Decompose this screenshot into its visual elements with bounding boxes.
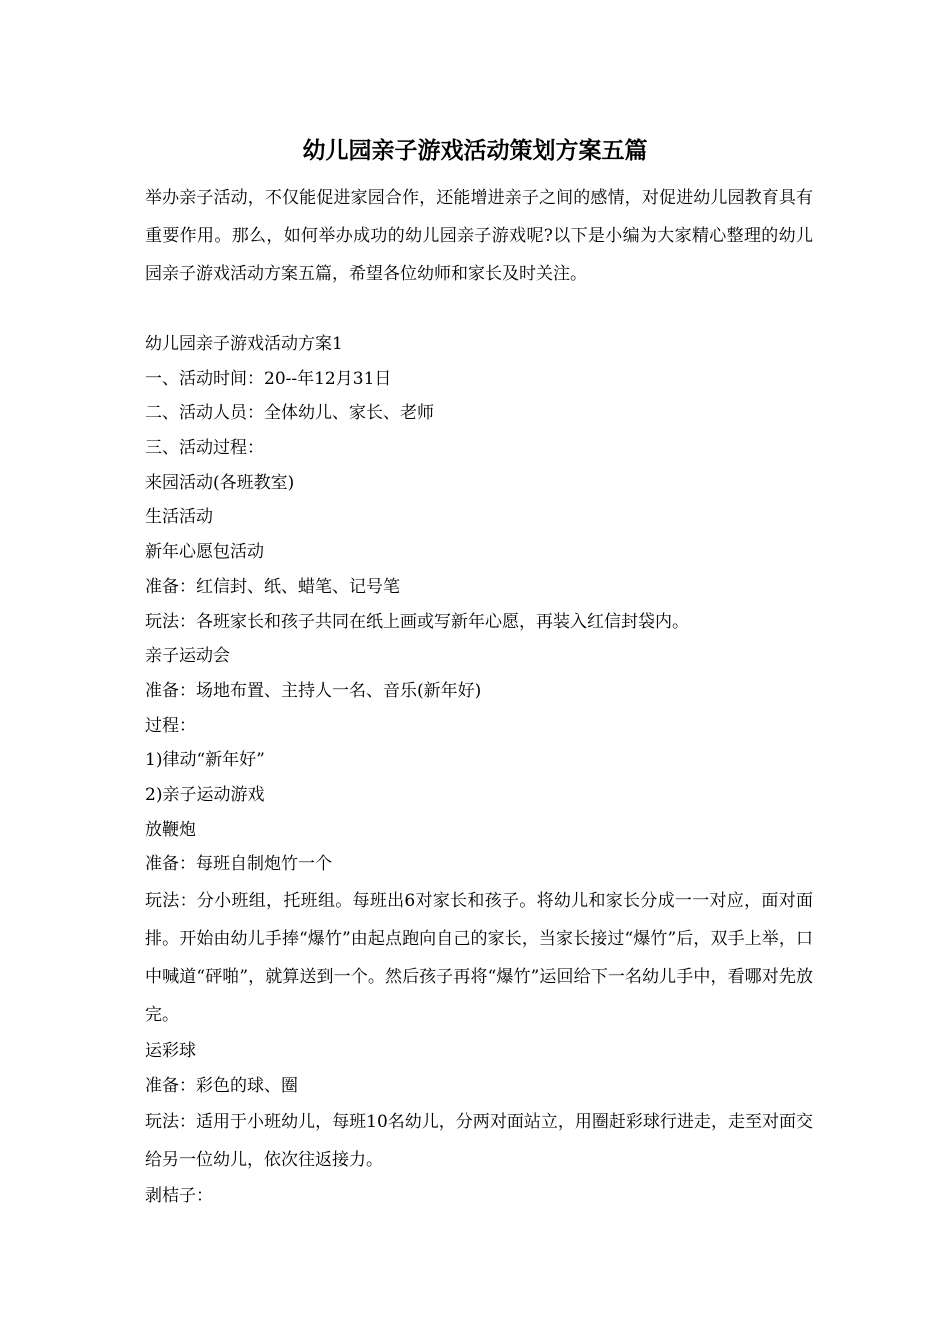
- ball-game-name: 运彩球: [145, 1041, 196, 1061]
- activity-process-heading: 三、活动过程：: [145, 438, 264, 459]
- firecracker-game-prep: 准备：每班自制炮竹一个: [145, 854, 332, 875]
- intro-paragraph: 举办亲子活动，不仅能促进家园合作，还能增进亲子之间的感情，对促进幼儿园教育具有重要作用。那么，如何举办成功的幼儿园亲子游戏呢?以下是小编为大家精心整理的幼儿园亲子游戏活动方案五篇，希望各位幼师和家长及时关注。: [145, 188, 813, 284]
- document-title: 幼儿园亲子游戏活动策划方案五篇: [302, 137, 648, 164]
- wish-activity-play: 玩法：各班家长和孩子共同在纸上画或写新年心愿，再装入红信封袋内。: [145, 611, 689, 632]
- activity-time: 一、活动时间：20--年12月31日: [145, 368, 392, 389]
- orange-game-name: 剥桔子：: [145, 1186, 213, 1207]
- sports-meet-process: 过程：: [145, 715, 196, 736]
- ball-game-prep: 准备：彩色的球、圈: [145, 1075, 298, 1096]
- sports-meet-name: 亲子运动会: [145, 646, 230, 667]
- firecracker-game-play: 玩法：分小班组，托班组。每班出6对家长和孩子。将幼儿和家长分成一一对应，面对面排。开始由幼儿手捧“爆竹”由起点跑向自己的家长，当家长接过“爆竹”后，双手上举，口中喊道“砰啪”，就算送到一个。然后孩子再将“爆竹”运回给下一名幼儿手中，看哪对先放完。: [145, 891, 813, 1025]
- document-body: [145, 327, 813, 1214]
- arrival-activity: 来园活动(各班教室): [145, 472, 295, 493]
- life-activity: 生活活动: [145, 507, 213, 528]
- sports-meet-step-1: 1)律动“新年好”: [145, 750, 265, 771]
- ball-game-play: 玩法：适用于小班幼儿，每班10名幼儿，分两对面站立，用圈赶彩球行进走，走至对面交给另一位幼儿，依次往返接力。: [145, 1112, 813, 1171]
- sports-meet-prep: 准备：场地布置、主持人一名、音乐(新年好): [145, 680, 482, 701]
- sports-meet-step-2: 2)亲子运动游戏: [145, 784, 265, 805]
- activity-people: 二、活动人员：全体幼儿、家长、老师: [145, 403, 434, 424]
- wish-activity-name: 新年心愿包活动: [145, 542, 264, 563]
- wish-activity-prep: 准备：红信封、纸、蜡笔、记号笔: [145, 576, 400, 597]
- firecracker-game-name: 放鞭炮: [145, 819, 196, 840]
- plan-heading: 幼儿园亲子游戏活动方案1: [145, 334, 343, 354]
